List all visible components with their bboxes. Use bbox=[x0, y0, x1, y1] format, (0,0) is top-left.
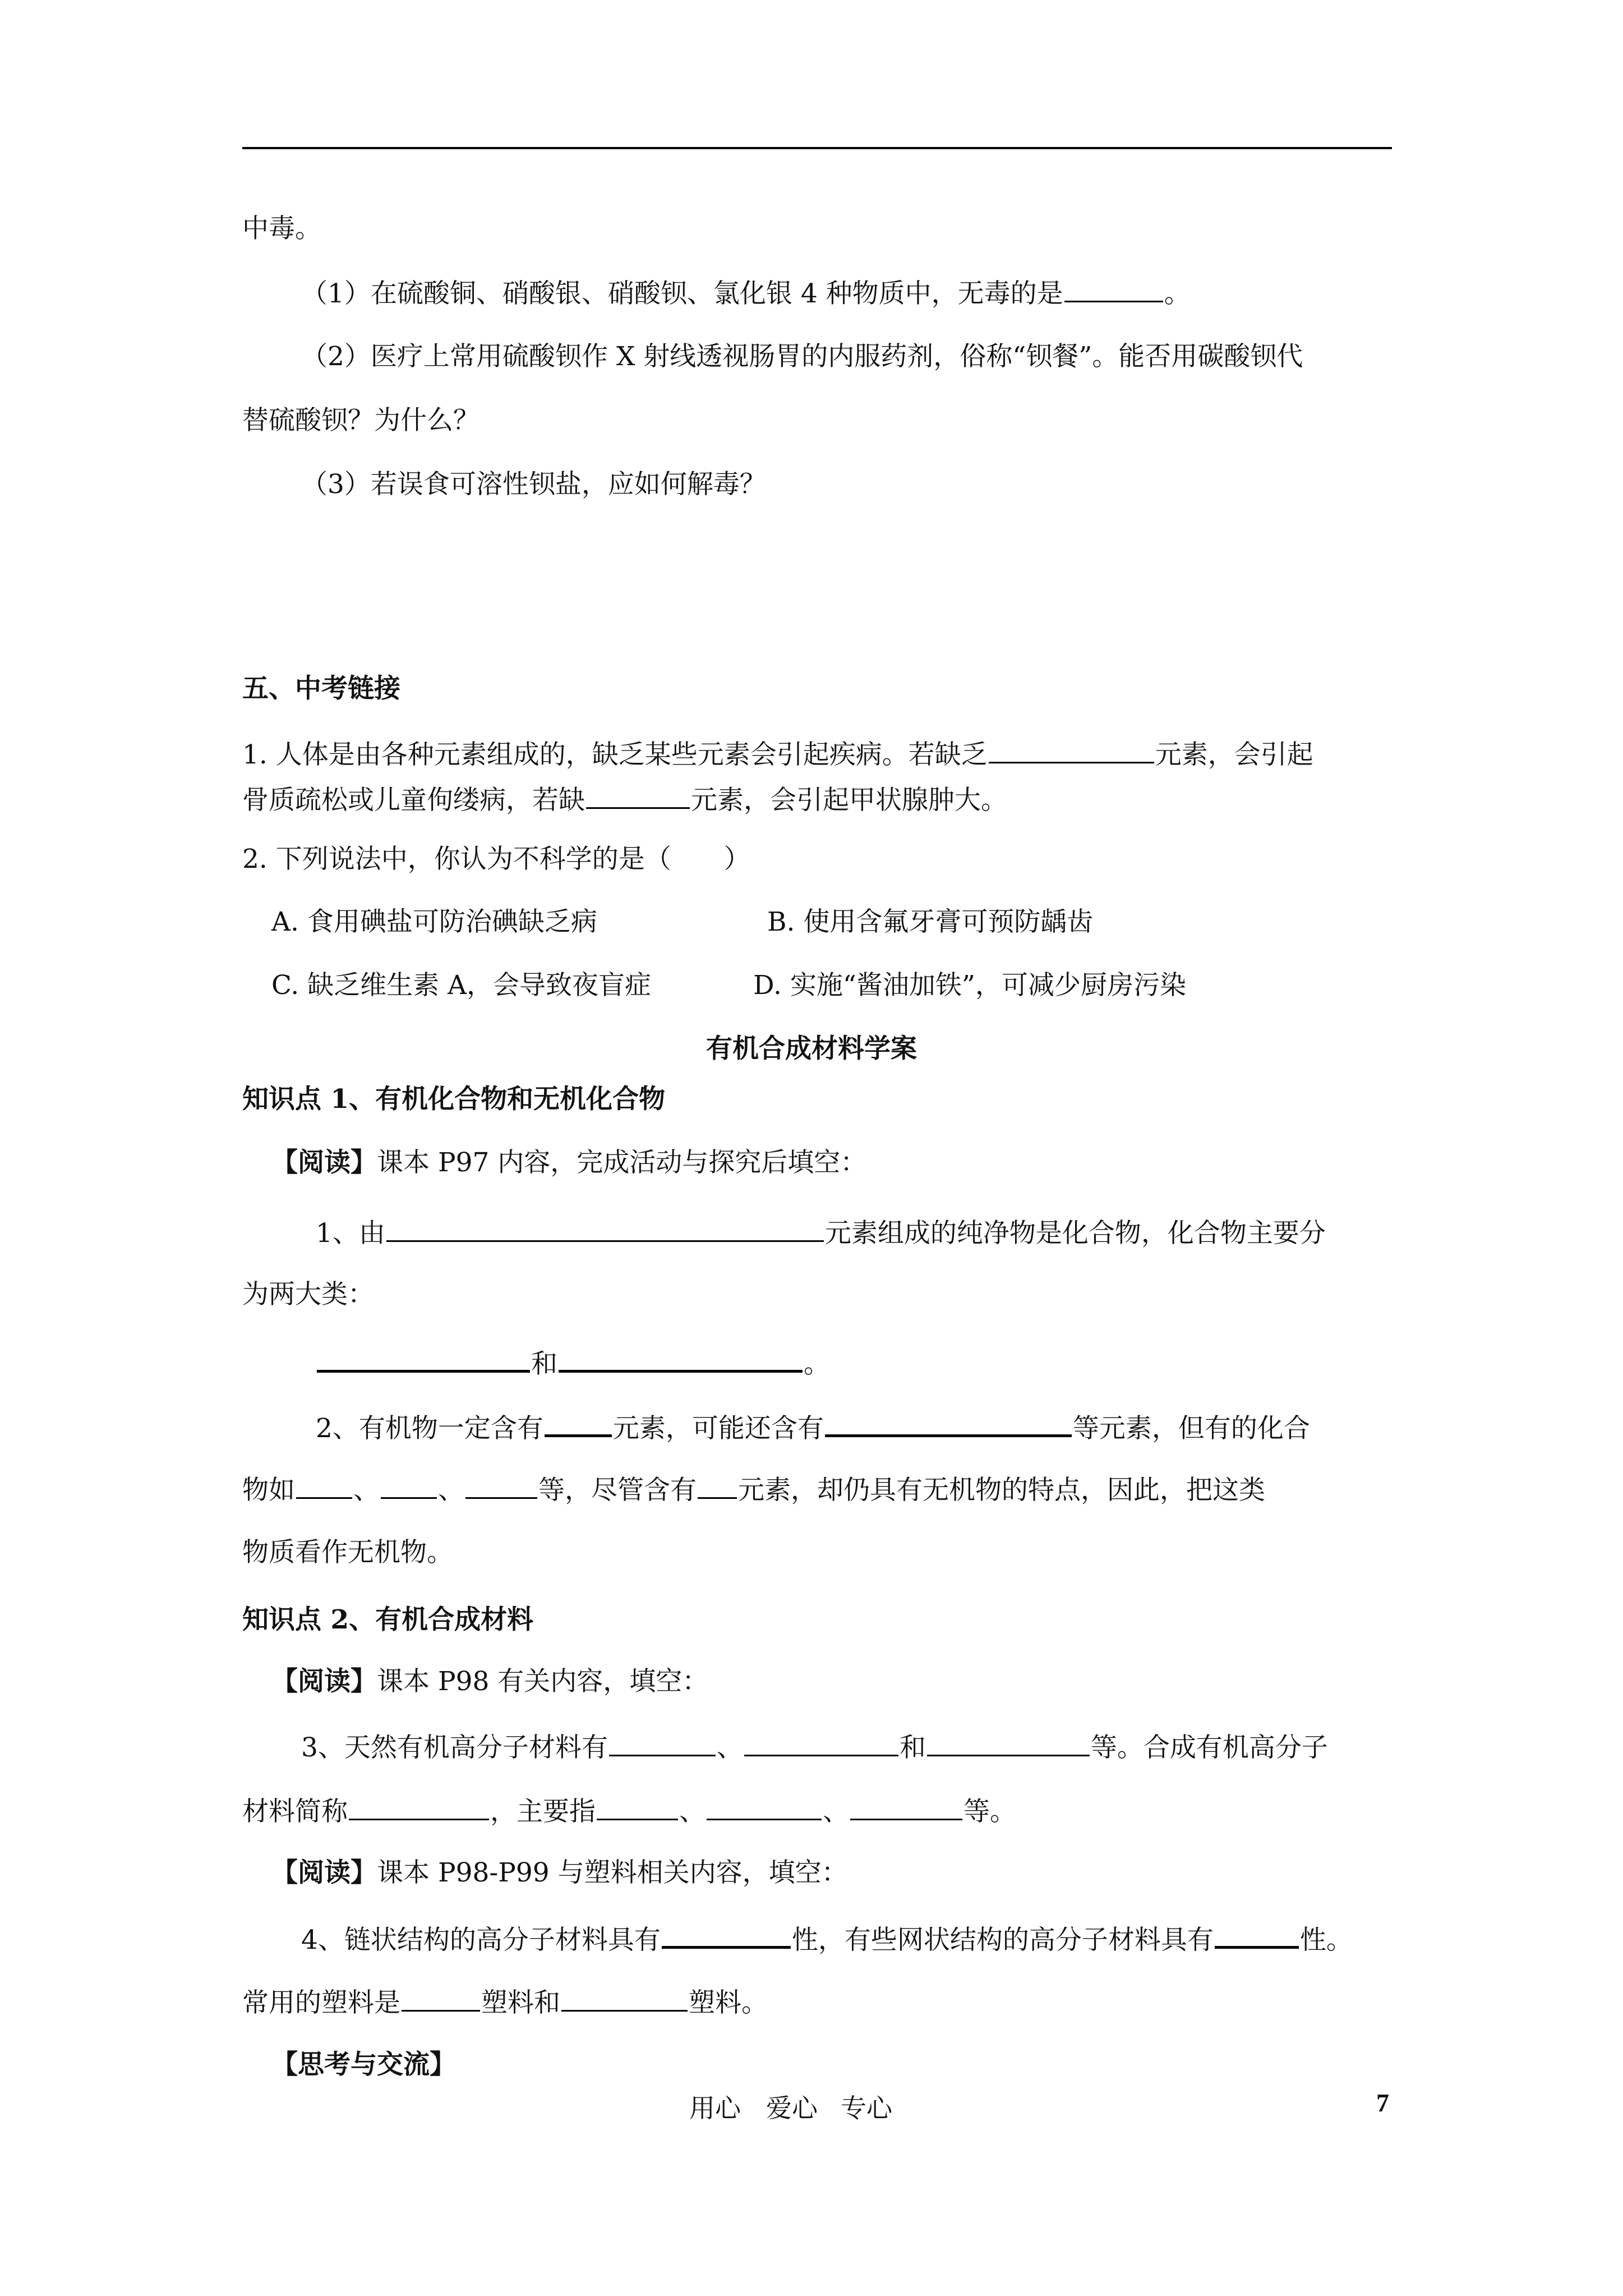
answer-blank[interactable] bbox=[927, 1729, 1090, 1756]
footer-motto: 用心 bbox=[689, 2093, 741, 2123]
answer-blank[interactable] bbox=[465, 1471, 537, 1499]
answer-blank[interactable] bbox=[386, 1214, 824, 1242]
option-d: D. 实施“酱油加铁”，可减少厨房污染 bbox=[753, 970, 1186, 1001]
fill-item-2: 2、有机物一定含有 元素，可能还含有 等元素，但有的化合 bbox=[316, 1409, 1310, 1446]
fill-item-3: 3、天然有机高分子材料有 、 和 等。合成有机高分子 bbox=[301, 1729, 1328, 1765]
answer-blank[interactable] bbox=[825, 1409, 1072, 1437]
section-title: 五、中考链接 bbox=[242, 673, 400, 704]
answer-blank[interactable] bbox=[597, 1793, 678, 1820]
footer-motto: 专心 bbox=[841, 2093, 892, 2123]
fill-item-2-end: 物质看作无机物。 bbox=[242, 1537, 453, 1568]
fill-item-4-cont: 常用的塑料是 塑料和 塑料。 bbox=[242, 1984, 768, 2020]
answer-blank[interactable] bbox=[698, 1471, 737, 1499]
footer-motto: 爱心 bbox=[766, 2093, 818, 2123]
answer-blank[interactable] bbox=[381, 1471, 437, 1499]
answer-blank[interactable] bbox=[1064, 275, 1163, 302]
answer-blank[interactable] bbox=[349, 1793, 489, 1820]
answer-blank[interactable] bbox=[989, 736, 1154, 763]
answer-blank[interactable] bbox=[586, 781, 690, 809]
fill-item-1-cont: 为两大类： bbox=[242, 1279, 374, 1310]
answer-blank[interactable] bbox=[402, 1984, 480, 2012]
read-instruction-1: 【阅读】课本 P97 内容，完成活动与探究后填空： bbox=[271, 1147, 867, 1178]
fill-item-4: 4、链状结构的高分子材料具有 性，有些网状结构的高分子材料具有 性。 bbox=[301, 1920, 1353, 1957]
answer-blank[interactable] bbox=[744, 1729, 898, 1756]
knowledge-point-2: 知识点 2、有机合成材料 bbox=[242, 1604, 534, 1635]
plan-title: 有机合成材料学案 bbox=[706, 1033, 917, 1064]
text-line: 中毒。 bbox=[242, 213, 321, 244]
header-rule bbox=[242, 147, 1392, 149]
exam-item-1: 1. 人体是由各种元素组成的，缺乏某些元素会引起疾病。若缺乏 元素，会引起 bbox=[242, 736, 1313, 772]
answer-blank[interactable] bbox=[545, 1409, 612, 1437]
answer-blank[interactable] bbox=[662, 1920, 791, 1949]
answer-blank[interactable] bbox=[707, 1793, 822, 1820]
exam-item-2: 2. 下列说法中，你认为不科学的是（ ） bbox=[242, 844, 750, 875]
answer-blank[interactable] bbox=[1215, 1920, 1299, 1949]
page-number: 7 bbox=[1376, 2088, 1389, 2117]
question-2-cont: 替硫酸钡？为什么？ bbox=[242, 405, 479, 436]
answer-blank[interactable] bbox=[561, 1984, 688, 2012]
think-discuss-heading: 【思考与交流】 bbox=[271, 2049, 456, 2080]
question-2: （2）医疗上常用硫酸钡作 X 射线透视肠胃的内服药剂，俗称“钡餐”。能否用碳酸钡代 bbox=[301, 341, 1303, 372]
option-b: B. 使用含氟牙膏可预防龋齿 bbox=[767, 907, 1094, 937]
exam-item-1-cont: 骨质疏松或儿童佝缕病，若缺 元素，会引起甲状腺肿大。 bbox=[242, 781, 1007, 817]
option-c: C. 缺乏维生素 A，会导致夜盲症 bbox=[271, 970, 652, 1001]
answer-blank[interactable] bbox=[296, 1471, 352, 1499]
knowledge-point-1: 知识点 1、有机化合物和无机化合物 bbox=[242, 1084, 666, 1115]
option-a: A. 食用碘盐可防治碘缺乏病 bbox=[271, 907, 597, 937]
answer-blank[interactable] bbox=[850, 1793, 962, 1820]
read-instruction-3: 【阅读】课本 P98-P99 与塑料相关内容，填空： bbox=[271, 1857, 848, 1888]
answer-blank[interactable] bbox=[559, 1344, 803, 1373]
fill-item-3-cont: 材料简称 ，主要指 、 、 等。 bbox=[242, 1793, 1016, 1829]
read-instruction-2: 【阅读】课本 P98 有关内容，填空： bbox=[271, 1666, 709, 1697]
answer-blank[interactable] bbox=[317, 1344, 530, 1373]
fill-item-1-blanks: 和 。 bbox=[316, 1344, 830, 1381]
fill-item-1: 1、由 元素组成的纯净物是化合物，化合物主要分 bbox=[316, 1214, 1326, 1250]
answer-blank[interactable] bbox=[609, 1729, 716, 1756]
question-1: （1）在硫酸铜、硝酸银、硝酸钡、氯化银 4 种物质中，无毒的是 。 bbox=[301, 275, 1191, 311]
question-3: （3）若误食可溶性钡盐，应如何解毒？ bbox=[301, 469, 766, 500]
fill-item-2-cont: 物如 、 、 等，尽管含有 元素，却仍具有无机物的特点，因此，把这类 bbox=[242, 1471, 1265, 1507]
